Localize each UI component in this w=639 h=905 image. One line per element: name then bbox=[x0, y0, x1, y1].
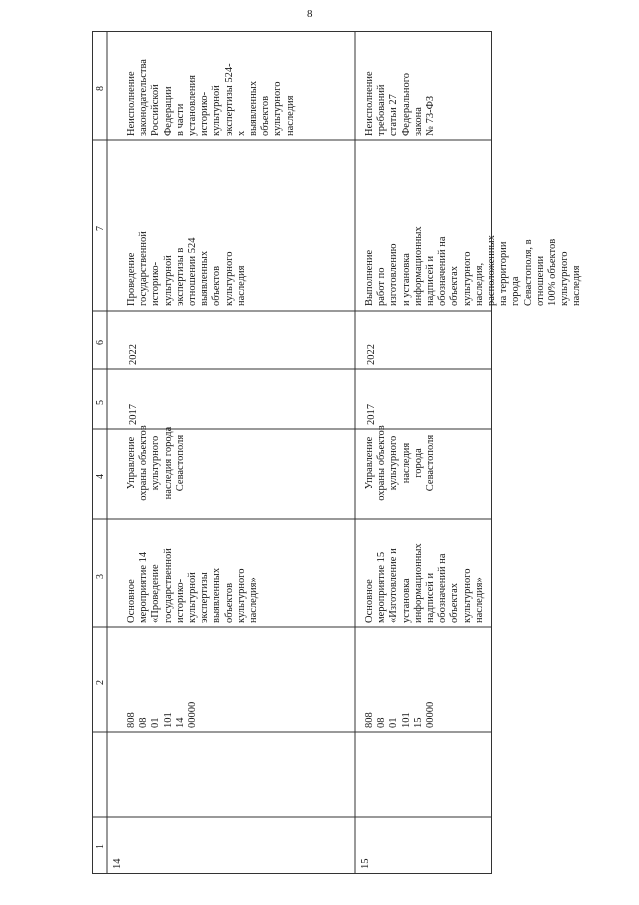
header-1: 1 bbox=[95, 844, 106, 849]
row-14-executor: Управление охраны объектов культурного наследия города Севастополя bbox=[126, 425, 186, 501]
row-14-number: 14 bbox=[112, 858, 123, 869]
page-number: 8 bbox=[307, 8, 313, 20]
row-15-consequence: Неисполнение требований статьи 27 Федерального закона № 73-ФЗ bbox=[364, 71, 437, 136]
row-14-end-year: 2022 bbox=[128, 344, 139, 365]
header-6: 6 bbox=[95, 340, 106, 345]
row-15-executor: Управление охраны объектов культурного наследия города Севастополя bbox=[364, 425, 437, 501]
row-15-event: Основное мероприятие 15 «Изготовление и установка информационных надписей и обозначений на объектах культурного наследия» bbox=[364, 543, 485, 623]
row-15-result: Выполнение работ по изготовлению и установка информационных надписей и обозначений на объектах культурного наследия, расположенных на территории города Севастополя, в отношении 100% объектов культурного наследия bbox=[364, 226, 583, 306]
row-14-result: Проведение государственной историко-культурной экспертизы в отношении 524 выявленных объектов культурного наследия bbox=[126, 231, 247, 306]
header-4: 4 bbox=[95, 474, 106, 479]
header-7: 7 bbox=[95, 226, 106, 231]
header-5: 5 bbox=[95, 400, 106, 405]
row-15-start-year: 2017 bbox=[366, 404, 377, 425]
row-14-start-year: 2017 bbox=[128, 404, 139, 425]
row-14-consequence: Неисполнение законодательства Российской Федерации в части установления историко-культурной экспертизы 524-х выявленных объектов культурного наследия bbox=[126, 59, 296, 136]
header-3: 3 bbox=[95, 574, 106, 579]
measures-table bbox=[92, 31, 583, 874]
row-15-code: 808 08 01 101 15 00000 bbox=[364, 701, 437, 728]
header-2: 2 bbox=[95, 680, 106, 685]
row-15-end-year: 2022 bbox=[366, 344, 377, 365]
row-14-event: Основное мероприятие 14 «Проведение государственной историко- культурной экспертизы выявленных объектов культурного наследия» bbox=[126, 548, 260, 623]
header-8: 8 bbox=[95, 86, 106, 91]
row-14-code: 808 08 01 101 14 00000 bbox=[126, 701, 199, 728]
row-15-number: 15 bbox=[360, 858, 371, 869]
